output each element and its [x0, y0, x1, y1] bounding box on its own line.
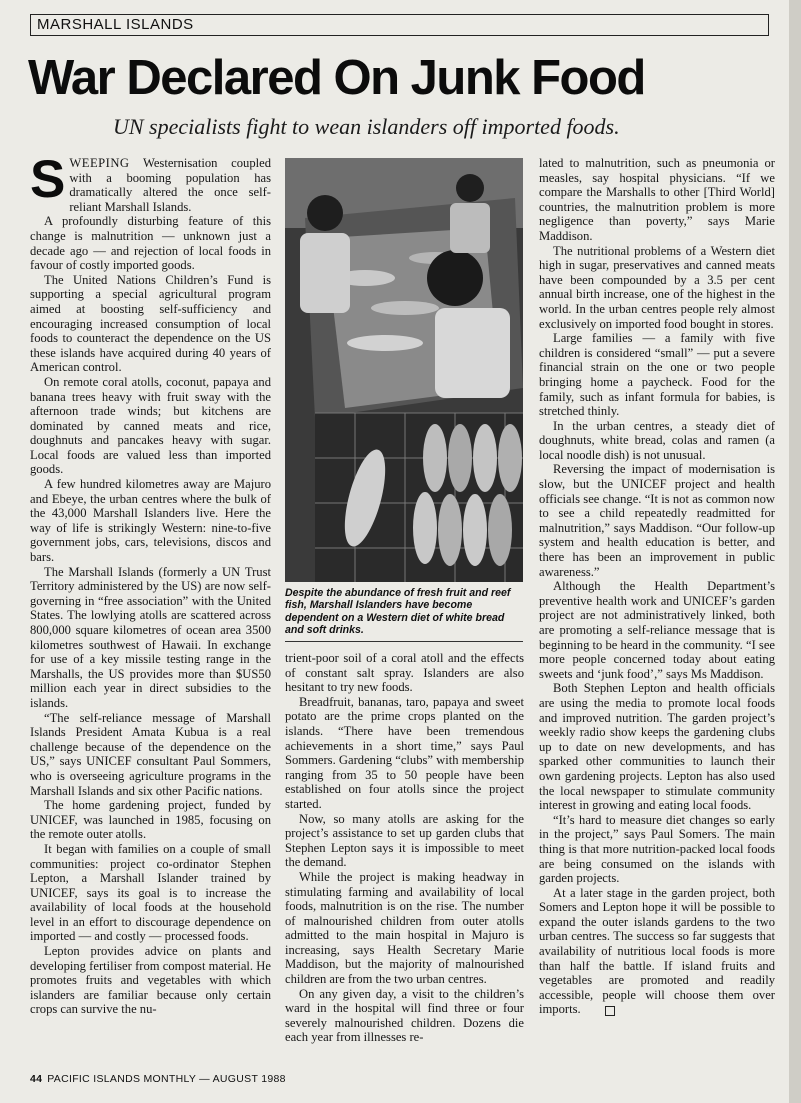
- page-number: 44: [30, 1073, 43, 1085]
- paragraph: Lepton provides advice on plants and developing fertiliser from compost material. He promotes fruits and vegetables with which islanders are familiar because only certain crops can survive the nu-: [30, 944, 271, 1017]
- photo-caption: Despite the abundance of fresh fruit and reef fish, Marshall Islanders have become dependent on a Western diet of white bread and soft drinks.: [285, 587, 511, 637]
- paragraph: Reversing the impact of modernisation is slow, but the UNICEF project and health officials see change. “It is not as common now to see a child repeatedly readmitted for malnutrition,” says Maddison. “Our follow-up system and health education is better, and there has been an improvement in public awareness.”: [539, 462, 775, 579]
- paragraph: The United Nations Children’s Fund is supporting a special agricultural program aimed at boosting self-sufficiency and encouraging increased consumption of local foods to counteract the dependence on the US these islands have acquired during 40 years of American control.: [30, 272, 271, 375]
- paragraph: On remote coral atolls, coconut, papaya and banana trees heavy with fruit sway with the afternoon trade winds; but kitchens are dominated by canned meats and rice, doughnuts and pancakes heavy with sugar. Local foods are valued less than imported goods.: [30, 374, 271, 477]
- paragraph: The Marshall Islands (formerly a UN Trust Territory administered by the US) are now self-governing in “free association” with the United States. The lowlying atolls are scattered across 800,000 square kilometres of ocean area 3500 kilometres southwest of Hawaii. In exchange for use of a key missile testing range in the Marshalls, the US provides more than $US50 million each year in direct subsidies to the islands.: [30, 564, 271, 710]
- paragraph: On any given day, a visit to the children’s ward in the hospital will find three or four severely malnourished children. Dozens die each year from illnesses re-: [285, 986, 524, 1045]
- paragraph: Now, so many atolls are asking for the project’s assistance to set up garden clubs that Stephen Lepton says it is impossible to meet the demand.: [285, 811, 524, 870]
- page-footer: [30, 1073, 286, 1085]
- article-column-2: [285, 651, 524, 1068]
- paragraph: A few hundred kilometres away are Majuro and Ebeye, the urban centres where the bulk of the 43,000 Marshall Islanders live. Here the way of life is strikingly Western: nine-to-five government jobs, cars, televisions, discos and bars.: [30, 477, 271, 565]
- paragraph: Breadfruit, bananas, taro, papaya and sweet potato are the prime crops planted on the islands. “There have been tremendous achievements in a short time,” says Paul Sommers. Gardening “clubs” with membership ranging from 35 to 50 people have been established on four atolls since the project started.: [285, 694, 524, 811]
- market-photo: [285, 158, 523, 582]
- paragraph: A profoundly disturbing feature of this change is malnutrition — unknown just a decade ago — and rejection of local foods in favour of costly imported goods.: [30, 214, 271, 273]
- publication-line: PACIFIC ISLANDS MONTHLY — AUGUST 1988: [47, 1073, 286, 1085]
- paragraph: Both Stephen Lepton and health officials are using the media to promote local foods and improved nutrition. The garden project’s weekly radio show keeps the gardening clubs up to date on new developments, and has sparked other communities to launch their own gardening projects. Lepton has also used the local newspaper to stimulate community interest in growing and eating local foods.: [539, 681, 775, 813]
- paragraph: trient-poor soil of a coral atoll and the effects of constant salt spray. Islanders are also hesitant to try new foods.: [285, 651, 524, 695]
- paragraph: Large families — a family with five children is considered “small” — put a severe financial strain on the one or two people bringing home a paycheck. Food for the family, such as infant formula for babies, is stretched thinly.: [539, 331, 775, 419]
- page-edge: [789, 0, 801, 1103]
- lead-caps: WEEPING: [69, 156, 130, 170]
- subheadline: UN specialists fight to wean islanders off imported foods.: [113, 114, 620, 139]
- lead-paragraph: [30, 156, 271, 214]
- lead-text: Westernisation coupled with a booming population has dramatically altered the once self-reliant Marshall Islands.: [69, 156, 271, 214]
- caption-divider: [285, 641, 523, 642]
- end-of-article-mark: [605, 1006, 615, 1016]
- market-photo-illustration: [285, 158, 523, 582]
- last-paragraph: [539, 886, 775, 1017]
- headline: War Declared On Junk Food: [28, 51, 645, 105]
- paragraph: While the project is making headway in stimulating farming and availability of local foods, malnutrition is on the rise. The number of malnourished children from outer atolls admitted to the main hospital in Majuro is increasing, says Health Secretary Marie Maddison, but the majority of malnourished children are from the two urban centres.: [285, 869, 524, 987]
- paragraph: In the urban centres, a steady diet of doughnuts, white bread, colas and ramen (a local noodle dish) is not unusual.: [539, 418, 775, 462]
- last-paragraph-text: At a later stage in the garden project, both Somers and Lepton hope it will be possible to expand the outer islands gardens to the two urban centres. The success so far suggests that availability of nutritious local foods is more than half the battle. If island fruits and vegetables are promoted and readily accessible, people will choose them over imports.: [539, 885, 775, 1017]
- section-label: MARSHALL ISLANDS: [30, 14, 769, 36]
- paragraph: It began with families on a couple of small communities: project co-ordinator Stephen Lepton, a Marshall Islander trained by UNICEF, says its goal is to increase the availability of local foods at the household level in an effort to discourage dependence on imported — and costly — processed foods.: [30, 841, 271, 944]
- article-column-3: [539, 156, 775, 1068]
- paragraph: lated to malnutrition, such as pneumonia or measles, say hospital physicians. “If we compare the Marshalls to other [Third World] countries, the malnutrition problem is more negligence than poverty,” says Marie Maddison.: [539, 156, 775, 243]
- drop-cap: S: [30, 156, 66, 209]
- article-column-1: [30, 156, 271, 1068]
- paragraph: Although the Health Department’s preventive health work and UNICEF’s garden project are not administratively linked, both are promoting a self-reliance message that is beginning to be heard in the community. “I see more people concerned today about eating sweets and ‘junk food’,” says Ms Maddison.: [539, 579, 775, 681]
- paragraph: The nutritional problems of a Western diet high in sugar, preservatives and canned meats have been compounded by a 3.5 per cent annual birth increase, one of the highest in the world. In the urban centres people rely almost exclusively on imported food bought in stores.: [539, 243, 775, 331]
- paragraph: “The self-reliance message of Marshall Islands President Amata Kubua is a real challenge because of the dependence on the US,” says UNICEF consultant Paul Sommers, who is overseeing agriculture programs in the Marshall Islands and six other Pacific nations.: [30, 710, 271, 798]
- paragraph: “It’s hard to measure diet changes so early in the project,” says Paul Somers. The main thing is that more nutrition-packed local foods are being consumed on the islands with garden projects.: [539, 812, 775, 886]
- paragraph: The home gardening project, funded by UNICEF, was launched in 1985, focusing on the remote outer atolls.: [30, 798, 271, 842]
